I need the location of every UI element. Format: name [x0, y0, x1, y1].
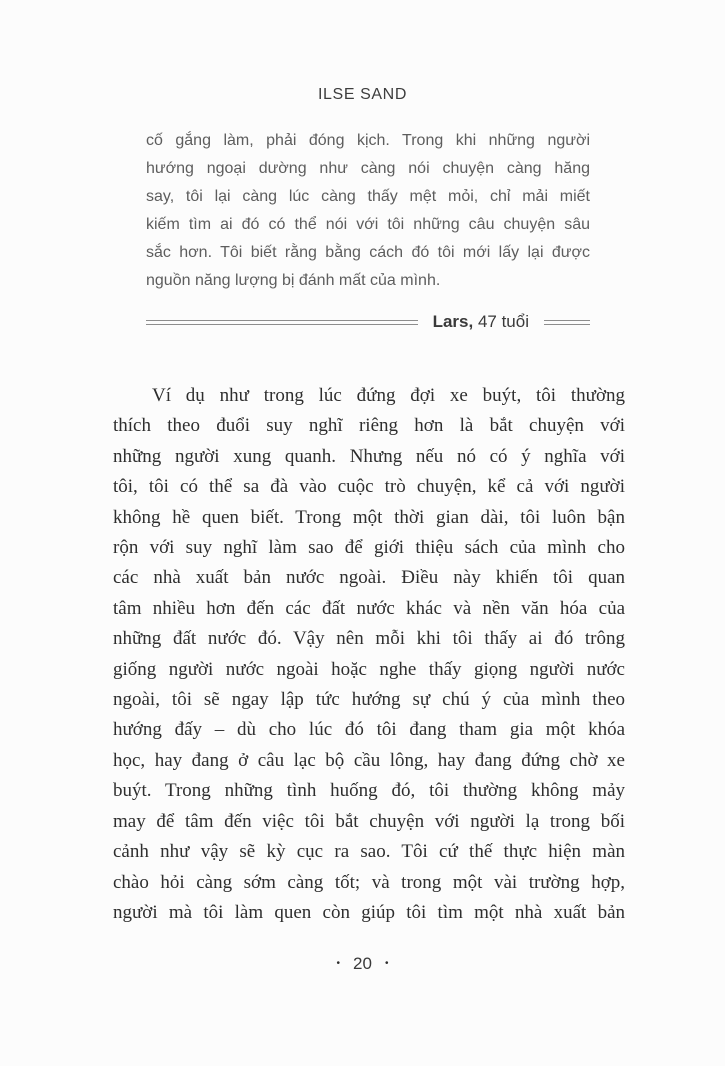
text-line: tôi, tôi có thể sa đà vào cuộc trò chuyện, kể cả với người [113, 476, 625, 498]
attribution-rule-left [146, 320, 418, 325]
text-line: Ví dụ như trong lúc đứng đợi xe buýt, tôi thường [152, 385, 625, 406]
text-line: chào hỏi càng sớm càng tốt; và trong một vài trường hợp, [113, 871, 625, 893]
running-header: ILSE SAND [318, 86, 407, 103]
folio-dot-left: • [336, 958, 341, 969]
body-paragraph [113, 381, 625, 928]
text-line: giống người nước ngoài hoặc nghe thấy giọng người nước [113, 658, 625, 680]
text-line: hướng ngoại dường như càng nói chuyện càng hăng [146, 160, 590, 177]
text-line: hướng đấy – dù cho lúc đó tôi đang tham gia một khóa [113, 719, 625, 741]
page-number: 20 [353, 954, 372, 973]
attribution-text [433, 312, 529, 332]
testimonial-quote [146, 127, 590, 295]
text-line: học, hay đang ở câu lạc bộ cầu lông, hay đang đứng chờ xe [113, 749, 625, 771]
text-line: những đất nước đó. Vậy nên mỗi khi tôi thấy ai đó trông [113, 628, 625, 650]
text-line: nguồn năng lượng bị đánh mất của mình. [146, 272, 441, 289]
text-line: say, tôi lại càng lúc càng thấy mệt mỏi, chỉ mải miết [146, 188, 590, 205]
text-line: các nhà xuất bản nước ngoài. Điều này khiến tôi quan [113, 567, 625, 589]
text-line: không hề quen biết. Trong một thời gian dài, tôi luôn bận [113, 506, 625, 528]
text-line: kiếm tìm ai đó có thể nói với tôi những câu chuyện sâu [146, 216, 590, 233]
text-line: thích theo đuổi suy nghĩ riêng hơn là bắt chuyện với [113, 415, 625, 437]
text-line: ngoài, tôi sẽ ngay lập tức hướng sự chú ý của mình theo [113, 689, 625, 711]
text-line: tâm nhiều hơn đến các đất nước khác và nền văn hóa của [113, 597, 625, 619]
text-line: cố gắng làm, phải đóng kịch. Trong khi những người [146, 132, 590, 149]
attribution-name: Lars, [432, 312, 474, 331]
text-line: may để tâm đến việc tôi bắt chuyện với người lạ trong bối [113, 810, 625, 832]
attribution-age: 47 tuổi [477, 312, 529, 331]
attribution-rule-right [544, 320, 590, 325]
page-footer [0, 954, 725, 974]
text-line: người mà tôi làm quen còn giúp tôi tìm một nhà xuất bản [113, 901, 625, 923]
text-line: cảnh như vậy sẽ kỳ cục ra sao. Tôi cứ thế thực hiện màn [113, 841, 625, 863]
folio-dot-right: • [384, 958, 389, 969]
text-line: những người xung quanh. Nhưng nếu nó có ý nghĩa với [113, 445, 625, 467]
text-line: buýt. Trong những tình huống đó, tôi thường không mảy [113, 780, 625, 802]
quote-attribution [146, 311, 590, 333]
text-line: rộn với suy nghĩ làm sao để giới thiệu sách của mình cho [113, 537, 625, 559]
text-line: sắc hơn. Tôi biết rằng bằng cách đó tôi mới lấy lại được [146, 244, 590, 261]
